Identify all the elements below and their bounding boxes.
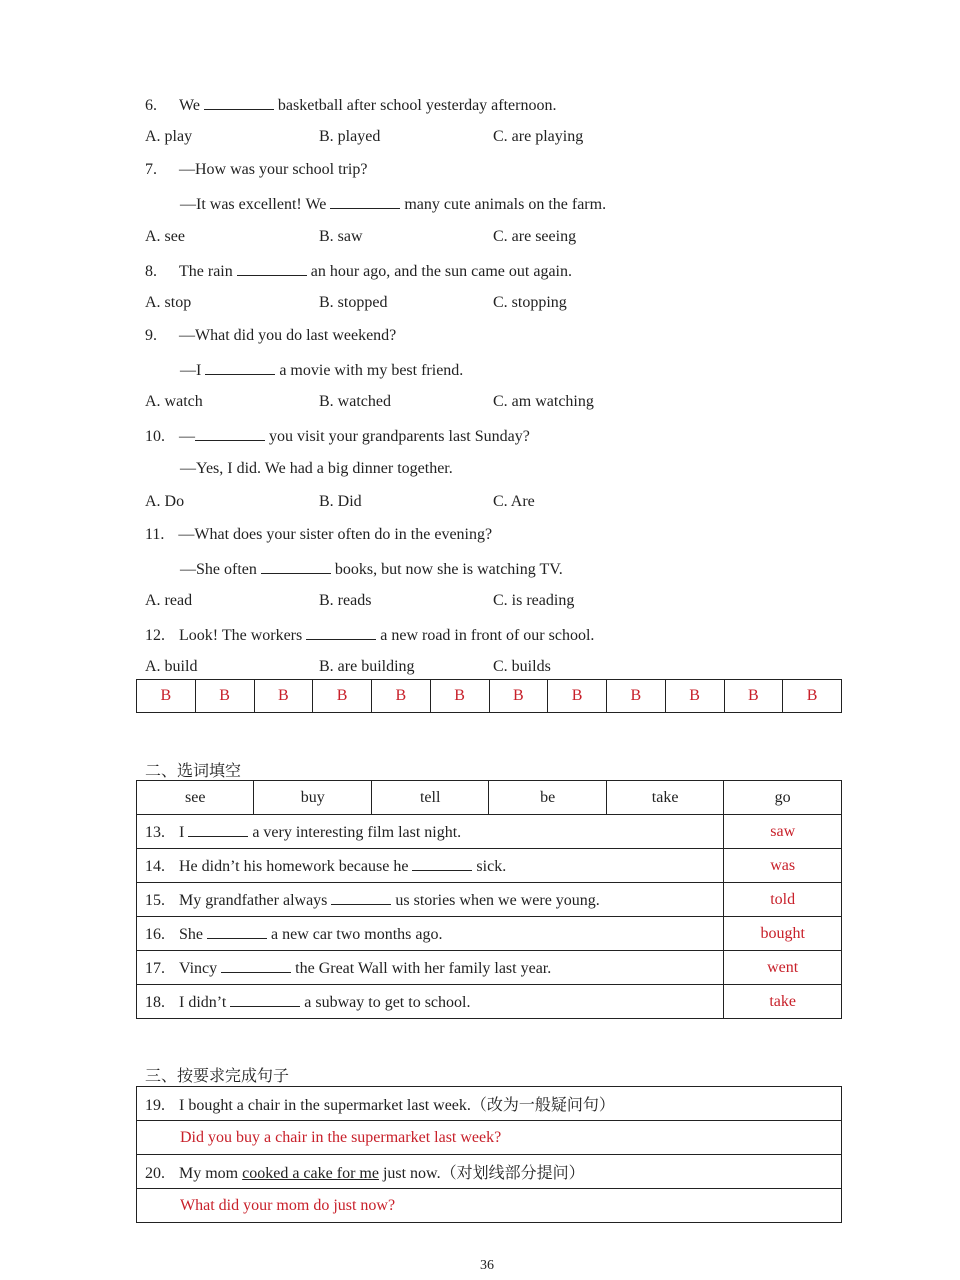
question-7 [145, 161, 367, 179]
option-a: A. watch [145, 393, 203, 410]
question-number: 19. [145, 1097, 165, 1114]
question-7-line-2 [180, 194, 606, 214]
option-c: C. Are [493, 493, 535, 510]
underlined-phrase: cooked a cake for me [242, 1165, 379, 1182]
answer-key-table [136, 679, 842, 713]
answer-blank [412, 856, 472, 871]
option-b: B. played [319, 128, 381, 145]
question-number: 8. [145, 263, 157, 280]
answer-cell: was [724, 849, 842, 883]
question-text: —How was your school trip? [179, 161, 368, 178]
question-text: a subway to get to school. [304, 993, 471, 1011]
answer-cell: B [372, 680, 431, 713]
option-b: B. Did [319, 493, 362, 510]
option-a: A. Do [145, 493, 185, 510]
question-number: 17. [145, 959, 165, 977]
question-number: 15. [145, 891, 165, 909]
option-b: B. stopped [319, 294, 388, 311]
answer-cell: bought [724, 917, 842, 951]
answer-blank [204, 95, 274, 110]
answer-cell: B [489, 680, 548, 713]
table-row [137, 815, 842, 849]
question-text: We [179, 97, 200, 114]
question-19 [137, 1087, 842, 1121]
question-text: My grandfather always [179, 891, 328, 909]
option-c: C. stopping [493, 294, 567, 311]
option-c: C. is reading [493, 592, 575, 609]
question-text: He didn’t his homework because he [179, 857, 409, 875]
question-text: —It was excellent! We [180, 196, 327, 213]
answer-cell: B [548, 680, 607, 713]
option-b: B. watched [319, 393, 391, 410]
question-text: —What does your sister often do in the evening? [178, 526, 493, 543]
option-b: B. reads [319, 592, 372, 609]
answer-blank [306, 625, 376, 640]
question-number: 16. [145, 925, 165, 943]
answer-blank [230, 992, 300, 1007]
answer-blank [331, 890, 391, 905]
question-12 [145, 625, 594, 645]
answer-19: Did you buy a chair in the supermarket last week? [137, 1121, 842, 1155]
question-text: a new car two months ago. [271, 925, 443, 943]
word-bank-item: buy [254, 781, 371, 815]
answer-cell: told [724, 883, 842, 917]
answer-cell: take [724, 985, 842, 1019]
word-bank-item: see [137, 781, 254, 815]
table-row [137, 1121, 842, 1155]
option-c: C. are seeing [493, 228, 577, 245]
answer-cell: B [783, 680, 842, 713]
question-10-line-2: —Yes, I did. We had a big dinner together. [180, 460, 453, 477]
question-8 [145, 261, 572, 281]
word-bank-item: go [724, 781, 842, 815]
answer-blank [221, 958, 291, 973]
question-text: Vincy [179, 959, 218, 977]
option-a: A. see [145, 228, 185, 245]
question-number: 11. [145, 526, 165, 543]
question-text: I [179, 823, 185, 841]
question-text: books, but now she is watching TV. [334, 561, 563, 578]
question-16 [137, 917, 724, 951]
answer-20: What did your mom do just now? [137, 1189, 842, 1223]
question-9-line-2 [180, 360, 463, 380]
word-bank-row [137, 781, 842, 815]
question-text: basketball after school yesterday afternoon. [277, 97, 557, 114]
question-text: a new road in front of our school. [380, 627, 595, 644]
option-b: B. are building [319, 658, 415, 675]
word-bank-item: tell [371, 781, 488, 815]
question-text: us stories when we were young. [395, 891, 600, 909]
answer-blank [188, 822, 248, 837]
question-text: you visit your grandparents last Sunday? [269, 428, 530, 445]
answer-cell: B [665, 680, 724, 713]
question-text: a movie with my best friend. [279, 362, 464, 379]
table-row [137, 917, 842, 951]
question-text: My mom [179, 1165, 239, 1182]
answer-blank [330, 194, 400, 209]
table-row [137, 1189, 842, 1223]
question-number: 7. [145, 161, 157, 178]
option-c: C. builds [493, 658, 551, 675]
question-text: a very interesting film last night. [252, 823, 462, 841]
answer-cell: went [724, 951, 842, 985]
question-text: —She often [180, 561, 257, 578]
question-text: The rain [179, 263, 233, 280]
question-number: 13. [145, 823, 165, 841]
option-c: C. am watching [493, 393, 594, 410]
question-18 [137, 985, 724, 1019]
answer-cell: B [254, 680, 313, 713]
answer-cell: B [195, 680, 254, 713]
question-text: I didn’t [179, 993, 227, 1011]
option-a: A. play [145, 128, 193, 145]
answer-cell: B [313, 680, 372, 713]
answer-blank [237, 261, 307, 276]
answer-cell: B [137, 680, 196, 713]
word-bank-item: take [606, 781, 724, 815]
question-text: I bought a chair in the supermarket last week.（改为一般疑问句） [179, 1097, 615, 1114]
section-3-title: 三、按要求完成句子 [145, 1068, 290, 1085]
question-number: 12. [145, 627, 165, 644]
question-text: just now.（对划线部分提问） [382, 1165, 585, 1182]
question-text: the Great Wall with her family last year. [295, 959, 552, 977]
table-row [137, 951, 842, 985]
option-a: A. build [145, 658, 198, 675]
question-text: an hour ago, and the sun came out again. [310, 263, 572, 280]
question-text: — [179, 428, 195, 445]
question-text: She [179, 925, 203, 943]
question-number: 10. [145, 428, 165, 445]
answer-cell: B [724, 680, 783, 713]
word-bank-table [136, 780, 842, 1019]
page-number: 36 [480, 1258, 494, 1273]
sentence-table [136, 1086, 842, 1223]
question-6 [145, 95, 556, 115]
answer-blank [207, 924, 267, 939]
question-number: 9. [145, 327, 157, 344]
question-17 [137, 951, 724, 985]
question-20 [137, 1155, 842, 1189]
question-number: 6. [145, 97, 157, 114]
question-number: 18. [145, 993, 165, 1011]
question-14 [137, 849, 724, 883]
question-11-line-2 [180, 559, 563, 579]
option-a: A. read [145, 592, 193, 609]
question-text: —What did you do last weekend? [179, 327, 397, 344]
answer-blank [261, 559, 331, 574]
question-10 [145, 426, 530, 446]
table-row [137, 1087, 842, 1121]
question-number: 20. [145, 1165, 165, 1182]
table-row [137, 985, 842, 1019]
option-a: A. stop [145, 294, 192, 311]
answer-blank [195, 426, 265, 441]
word-bank-item: be [489, 781, 606, 815]
question-9 [145, 327, 396, 345]
question-text: Look! The workers [179, 627, 303, 644]
table-row [137, 1155, 842, 1189]
option-c: C. are playing [493, 128, 584, 145]
answer-cell: saw [724, 815, 842, 849]
question-11 [145, 526, 492, 544]
question-text: many cute animals on the farm. [404, 196, 607, 213]
question-13 [137, 815, 724, 849]
question-15 [137, 883, 724, 917]
table-row [137, 883, 842, 917]
question-text: —I [180, 362, 202, 379]
answer-key-row [137, 680, 842, 713]
answer-cell: B [430, 680, 489, 713]
question-number: 14. [145, 857, 165, 875]
answer-blank [205, 360, 275, 375]
option-b: B. saw [319, 228, 363, 245]
answer-cell: B [607, 680, 666, 713]
question-text: sick. [476, 857, 507, 875]
table-row [137, 849, 842, 883]
section-2-title: 二、选词填空 [145, 763, 242, 780]
